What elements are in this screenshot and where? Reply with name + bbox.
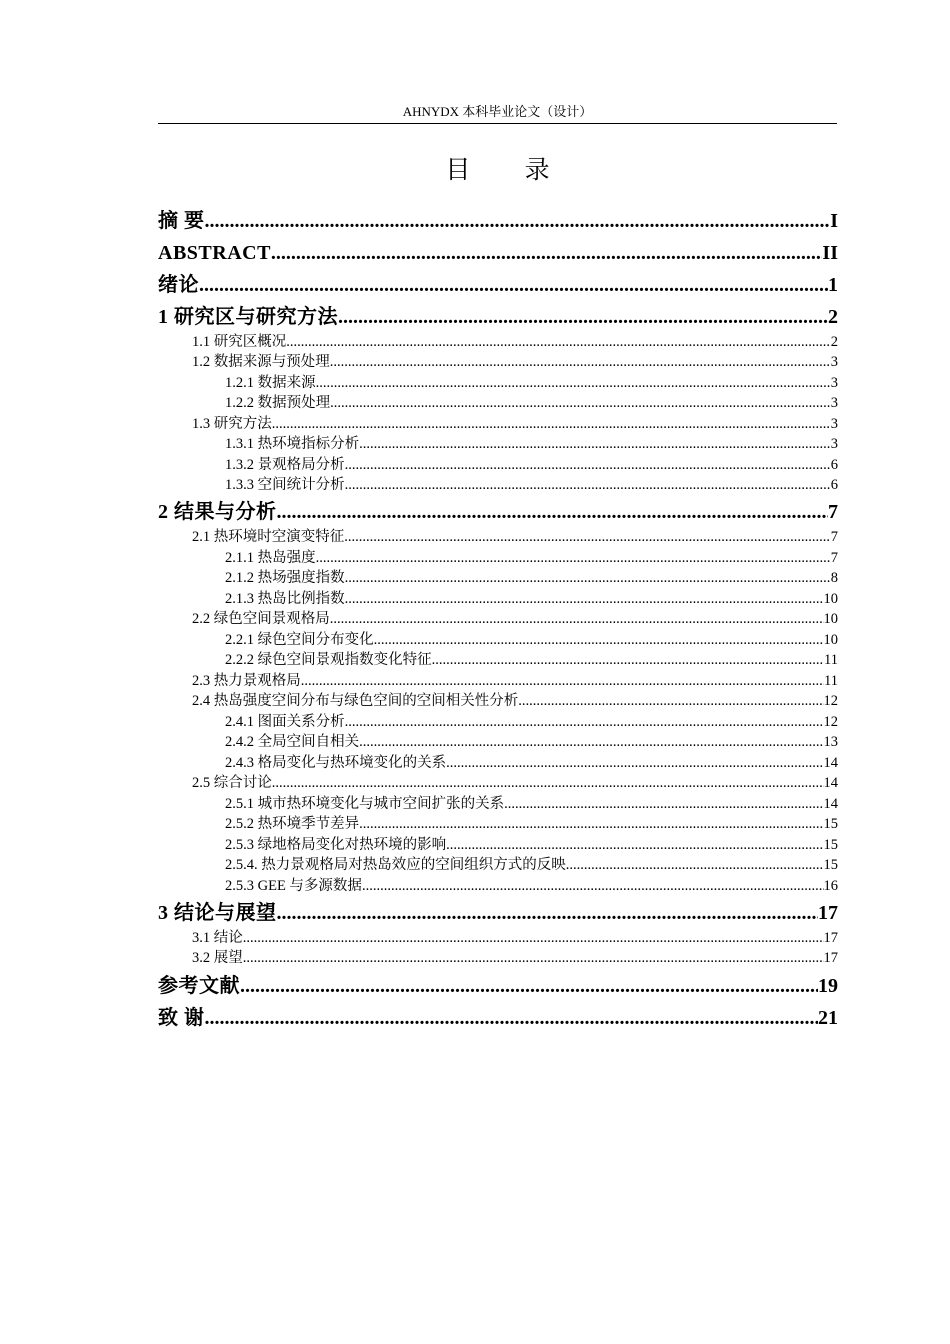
toc-entry-2-1-1[interactable] [225,548,838,568]
toc-entry-acknowledgements[interactable] [158,1004,838,1032]
toc-entry-label: 2.3 热力景观格局 [192,673,301,689]
toc-leader [316,373,831,393]
toc-entry-label: 1.2.2 数据预处理 [225,395,331,411]
toc-entry-page: 12 [823,714,838,730]
toc-entry-label: 2.5 综合讨论 [192,775,272,791]
toc-leader [345,475,831,495]
toc-entry-2-2-2[interactable] [225,650,838,670]
toc-entry-page: 3 [830,416,838,432]
toc-entry-label: 2.2.2 绿色空间景观指数变化特征 [225,652,432,668]
toc-leader [240,972,818,1000]
toc-entry-label: 3 结论与展望 [158,902,277,924]
toc-entry-page: 3 [830,395,838,411]
toc-leader [272,773,824,793]
toc-entry-2-1-2[interactable] [225,568,838,588]
toc-entry-2-5-2[interactable] [225,814,838,834]
toc-leader [446,835,823,855]
toc-leader [205,207,831,235]
toc-entry-label: 1.2.1 数据来源 [225,375,316,391]
toc-leader [359,814,823,834]
toc-entry-page: 17 [823,950,838,966]
toc-entry-chapter-3[interactable] [158,899,838,927]
toc-entry-page: 17 [818,902,838,924]
toc-entry-label: 2.2 绿色空间景观格局 [192,611,330,627]
toc-entry-page: 11 [824,673,838,689]
toc-entry-page: 14 [823,775,838,791]
toc-entry-chapter-2[interactable] [158,498,838,526]
toc-leader [330,609,824,629]
toc-entry-page: 8 [830,570,838,586]
toc-leader [338,303,828,331]
toc-entry-label: 2.5.3 绿地格局变化对热环境的影响 [225,837,447,853]
toc-entry-label: 3.2 展望 [192,950,243,966]
toc-entry-abstract-cn[interactable] [158,207,838,235]
toc-entry-page: 21 [818,1007,838,1029]
toc-entry-page: 16 [823,878,838,894]
toc-entry-chapter-1[interactable] [158,303,838,331]
toc-entry-2-1[interactable] [192,527,838,547]
toc-entry-2-5-gee[interactable] [225,876,838,896]
toc-entry-label: 2.1 热环境时空演变特征 [192,529,345,545]
toc-entry-label: 1.3.1 热环境指标分析 [225,436,360,452]
toc-entry-label: 3.1 结论 [192,930,243,946]
toc-entry-label: 摘 要 [158,210,205,232]
toc-entry-label: ABSTRACT [158,242,271,264]
toc-entry-page: 3 [830,436,838,452]
toc-entry-2-5-4[interactable] [225,855,838,875]
toc-entry-label: 1.3.2 景观格局分析 [225,457,345,473]
toc-leader [243,928,824,948]
toc-entry-2-4-1[interactable] [225,712,838,732]
toc-leader [345,589,824,609]
toc-entry-page: 7 [830,529,838,545]
toc-entry-label: 2.2.1 绿色空间分布变化 [225,632,374,648]
toc-entry-page: 10 [823,632,838,648]
toc-entry-abstract-en[interactable] [158,239,838,267]
toc-leader [272,414,831,434]
toc-entry-label: 2.1.1 热岛强度 [225,550,316,566]
toc-entry-label: 参考文献 [158,975,240,997]
toc-leader [277,899,819,927]
toc-entry-page: 2 [830,334,838,350]
toc-entry-1-1[interactable] [192,332,838,352]
toc-entry-label: 2.1.2 热场强度指数 [225,570,345,586]
toc-leader [374,630,824,650]
toc-entry-2-5-3[interactable] [225,835,838,855]
toc-entry-label: 2.4.2 全局空间自相关 [225,734,360,750]
toc-entry-page: 10 [823,591,838,607]
toc-entry-2-1-3[interactable] [225,589,838,609]
toc-entry-page: 6 [830,477,838,493]
toc-leader [301,671,824,691]
toc-entry-label: 2.4.3 格局变化与热环境变化的关系 [225,755,447,771]
toc-entry-page: 15 [823,816,838,832]
toc-entry-label: 2.1.3 热岛比例指数 [225,591,345,607]
toc-entry-1-2-1[interactable] [225,373,838,393]
toc-entry-page: 14 [823,755,838,771]
toc-leader [446,753,823,773]
toc-leader [277,498,829,526]
toc-entry-references[interactable] [158,972,838,1000]
toc-entry-page: 1 [828,274,838,296]
toc-entry-page: 19 [818,975,838,997]
toc-entry-label: 1.2 数据来源与预处理 [192,354,330,370]
toc-leader [243,948,824,968]
toc-entry-page: 15 [823,857,838,873]
toc-leader [286,332,831,352]
toc-leader [504,794,823,814]
toc-leader [205,1004,819,1032]
toc-entry-page: 12 [823,693,838,709]
toc-leader [518,691,823,711]
toc-entry-label: 2.5.1 城市热环境变化与城市空间扩张的关系 [225,796,505,812]
toc-entry-page: 7 [830,550,838,566]
toc-entry-label: 2.4 热岛强度空间分布与绿色空间的空间相关性分析 [192,693,519,709]
toc-leader [344,527,831,547]
toc-entry-label: 1.1 研究区概况 [192,334,287,350]
toc-leader [316,548,831,568]
toc-entry-label: 致 谢 [158,1007,205,1029]
toc-leader [271,239,823,267]
toc-entry-page: 6 [830,457,838,473]
toc-entry-page: I [830,210,838,232]
toc-leader [359,732,823,752]
toc-leader [566,855,824,875]
toc-leader [432,650,824,670]
toc-entry-label: 2.5.2 热环境季节差异 [225,816,360,832]
toc-entry-page: 3 [830,375,838,391]
toc-entry-page: 3 [830,354,838,370]
toc-entry-2-5-1[interactable] [225,794,838,814]
toc-title: 目 录 [445,157,574,184]
toc-entry-label: 1.3.3 空间统计分析 [225,477,345,493]
toc-entry-2-5[interactable] [192,773,838,793]
toc-entry-label: 2.5.4. 热力景观格局对热岛效应的空间组织方式的反映 [225,857,566,873]
toc-entry-2-4[interactable] [192,691,838,711]
toc-entry-2-2-1[interactable] [225,630,838,650]
toc-entry-3-1[interactable] [192,928,838,948]
toc-entry-1-2[interactable] [192,352,838,372]
toc-leader [359,434,831,454]
toc-entry-label: 1 研究区与研究方法 [158,306,338,328]
toc-leader [345,712,824,732]
toc-leader [362,876,824,896]
toc-leader [345,455,831,475]
toc-leader [330,393,831,413]
toc-entry-2-2[interactable] [192,609,838,629]
toc-entry-label: 2.4.1 图面关系分析 [225,714,345,730]
toc-entry-label: 2 结果与分析 [158,501,277,523]
toc-entry-2-4-3[interactable] [225,753,838,773]
toc-entry-2-3[interactable] [192,671,838,691]
toc-entry-page: 17 [823,930,838,946]
toc-entry-page: 13 [823,734,838,750]
toc-entry-page: 2 [828,306,838,328]
toc-entry-page: 10 [823,611,838,627]
toc-leader [199,271,828,299]
toc-entry-3-2[interactable] [192,948,838,968]
toc-entry-1-3-3[interactable] [225,475,838,495]
toc-entry-page: II [822,242,838,264]
toc-entry-page: 11 [824,652,838,668]
running-header: AHNYDX 本科毕业论文（设计） [402,104,593,119]
toc-entry-1-3[interactable] [192,414,838,434]
toc-entry-1-2-2[interactable] [225,393,838,413]
table-of-contents [158,0,838,1344]
toc-entry-1-3-2[interactable] [225,455,838,475]
toc-entry-label: 绪论 [158,274,199,296]
toc-entry-label: 2.5.3 GEE 与多源数据 [225,878,362,894]
toc-leader [330,352,831,372]
toc-entry-page: 14 [823,796,838,812]
toc-entry-page: 15 [823,837,838,853]
toc-entry-2-4-2[interactable] [225,732,838,752]
toc-entry-page: 7 [828,501,838,523]
toc-entry-introduction[interactable] [158,271,838,299]
toc-leader [345,568,831,588]
toc-entry-label: 1.3 研究方法 [192,416,272,432]
toc-entry-1-3-1[interactable] [225,434,838,454]
